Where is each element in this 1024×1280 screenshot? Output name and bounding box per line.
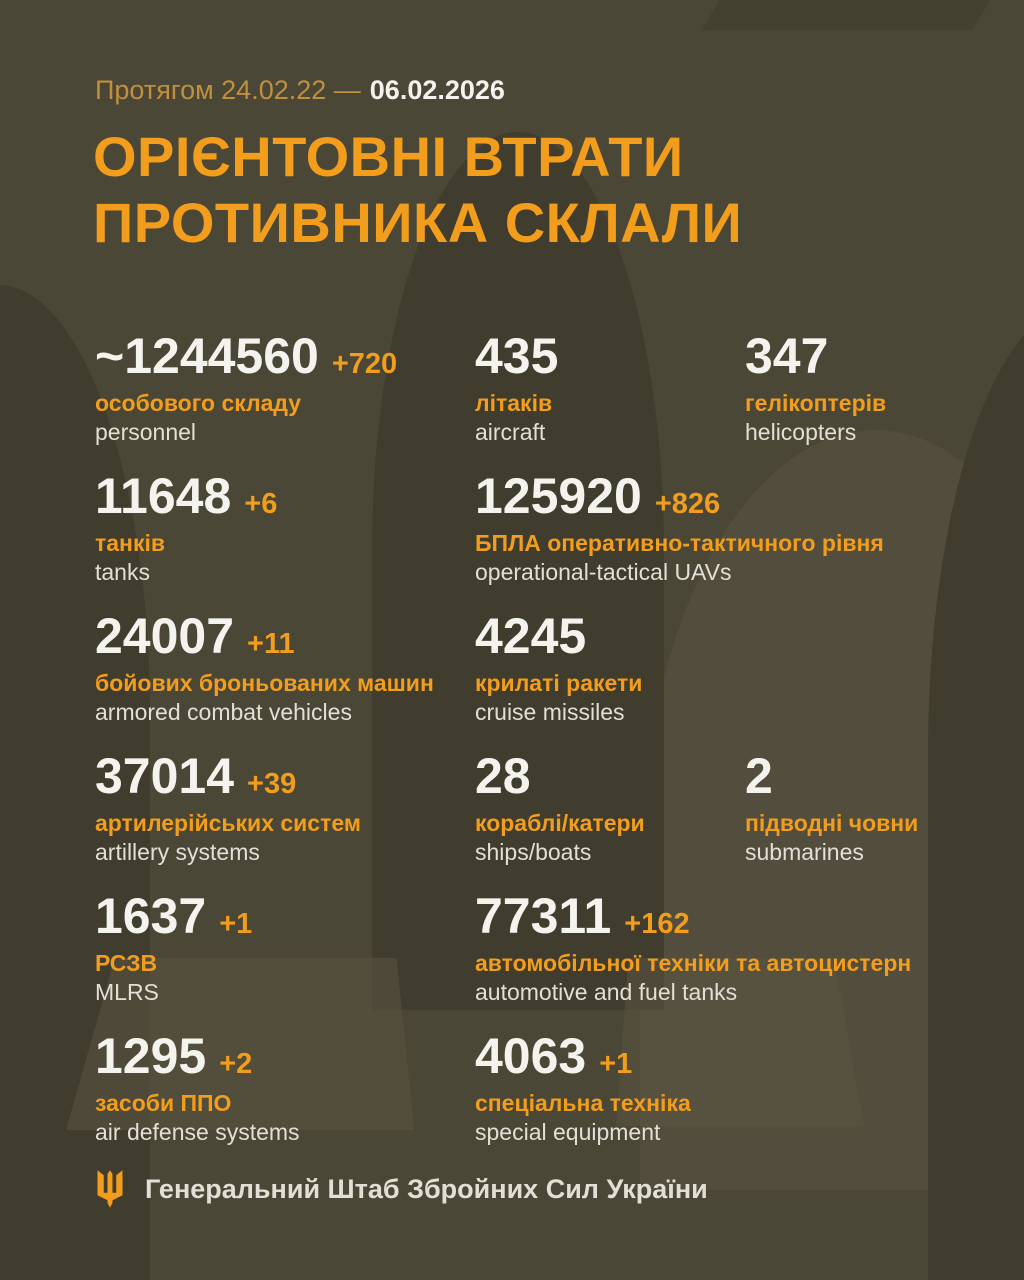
stat-delta: +1 (219, 908, 253, 940)
trident-icon (95, 1168, 125, 1210)
stat-label-en: automotive and fuel tanks (475, 979, 738, 1006)
stat-label-en: armored combat vehicles (95, 699, 352, 726)
stat-label-uk: артилерійських систем (95, 809, 361, 836)
stat-label-en: aircraft (475, 419, 546, 446)
stat-value: 347 (745, 328, 829, 384)
stat-label-uk: автомобільної техніки та автоцистерн (475, 949, 912, 976)
stat-delta: +6 (244, 488, 278, 520)
stat-value: 1637 (95, 888, 207, 944)
stat-label-en: air defense systems (95, 1119, 300, 1146)
stat-label-uk: БПЛА оперативно-тактичного рівня (475, 529, 884, 556)
page-title-line2: ПРОТИВНИКА СКЛАЛИ (93, 191, 743, 254)
stat-aircraft (475, 318, 745, 458)
stat-automotive-and-fuel-tanks (475, 878, 912, 1018)
stat-value: 28 (475, 748, 531, 804)
stat-label-en: helicopters (745, 419, 857, 446)
stat-value: 1295 (95, 1028, 207, 1084)
stat-personnel (95, 318, 475, 458)
stat-label-uk: крилаті ракети (475, 669, 643, 696)
stat-air-defense-systems (95, 1018, 475, 1158)
stat-value: 125920 (475, 468, 642, 524)
stat-mlrs (95, 878, 475, 1018)
stat-value: 11648 (95, 468, 232, 524)
stat-ships-boats (475, 738, 745, 878)
stat-value: 77311 (475, 888, 612, 944)
source-attribution (95, 1168, 708, 1210)
stat-delta: +162 (624, 908, 690, 940)
stat-value: 2 (745, 748, 773, 804)
stat-label-uk: підводні човни (745, 809, 919, 836)
stat-operational-tactical-uavs (475, 458, 884, 598)
stat-value: 4245 (475, 608, 587, 664)
period-date: 06.02.2026 (369, 75, 505, 105)
stat-label-en: submarines (745, 839, 864, 866)
stat-delta: +720 (331, 348, 398, 380)
stat-label-en: operational-tactical UAVs (475, 559, 732, 586)
stat-label-uk: РСЗВ (95, 949, 158, 976)
stat-value: 37014 (95, 748, 235, 804)
stat-delta: +2 (219, 1048, 253, 1080)
page-title (93, 124, 742, 256)
stat-label-en: ships/boats (475, 839, 592, 866)
stat-value: 24007 (95, 608, 235, 664)
stat-value: ~1244560 (95, 328, 319, 384)
stat-label-en: MLRS (95, 979, 159, 1006)
report-period (95, 76, 505, 106)
stat-label-uk: бойових броньованих машин (95, 669, 434, 696)
losses-stats-grid (95, 318, 995, 1158)
stat-armored-combat-vehicles (95, 598, 475, 738)
stat-delta: +826 (654, 488, 721, 520)
stat-label-uk: танків (95, 529, 165, 556)
stat-label-uk: гелікоптерів (745, 389, 887, 416)
stat-label-uk: літаків (475, 389, 553, 416)
stat-artillery-systems (95, 738, 475, 878)
stat-delta: +1 (599, 1048, 633, 1080)
stat-delta: +39 (247, 768, 297, 800)
stat-label-uk: кораблі/катери (475, 809, 645, 836)
stat-tanks (95, 458, 475, 598)
source-name: Генеральний Штаб Збройних Сил України (145, 1173, 708, 1204)
stat-label-uk: засоби ППО (95, 1089, 232, 1116)
period-range-label: Протягом 24.02.22 — (95, 75, 361, 105)
stat-label-uk: особового складу (95, 389, 302, 416)
stat-value: 4063 (475, 1028, 587, 1084)
stat-label-en: personnel (95, 419, 197, 446)
stat-label-uk: спеціальна техніка (475, 1089, 691, 1116)
stat-cruise-missiles (475, 598, 745, 738)
stat-helicopters (745, 318, 995, 458)
stat-value: 435 (475, 328, 559, 384)
stat-special-equipment (475, 1018, 745, 1158)
stat-delta: +11 (247, 628, 295, 660)
stat-label-en: cruise missiles (475, 699, 625, 726)
page-title-line1: ОРІЄНТОВНІ ВТРАТИ (93, 125, 684, 188)
stat-label-en: special equipment (475, 1119, 661, 1146)
stat-label-en: tanks (95, 559, 150, 586)
stat-label-en: artillery systems (95, 839, 260, 866)
stat-submarines (745, 738, 995, 878)
